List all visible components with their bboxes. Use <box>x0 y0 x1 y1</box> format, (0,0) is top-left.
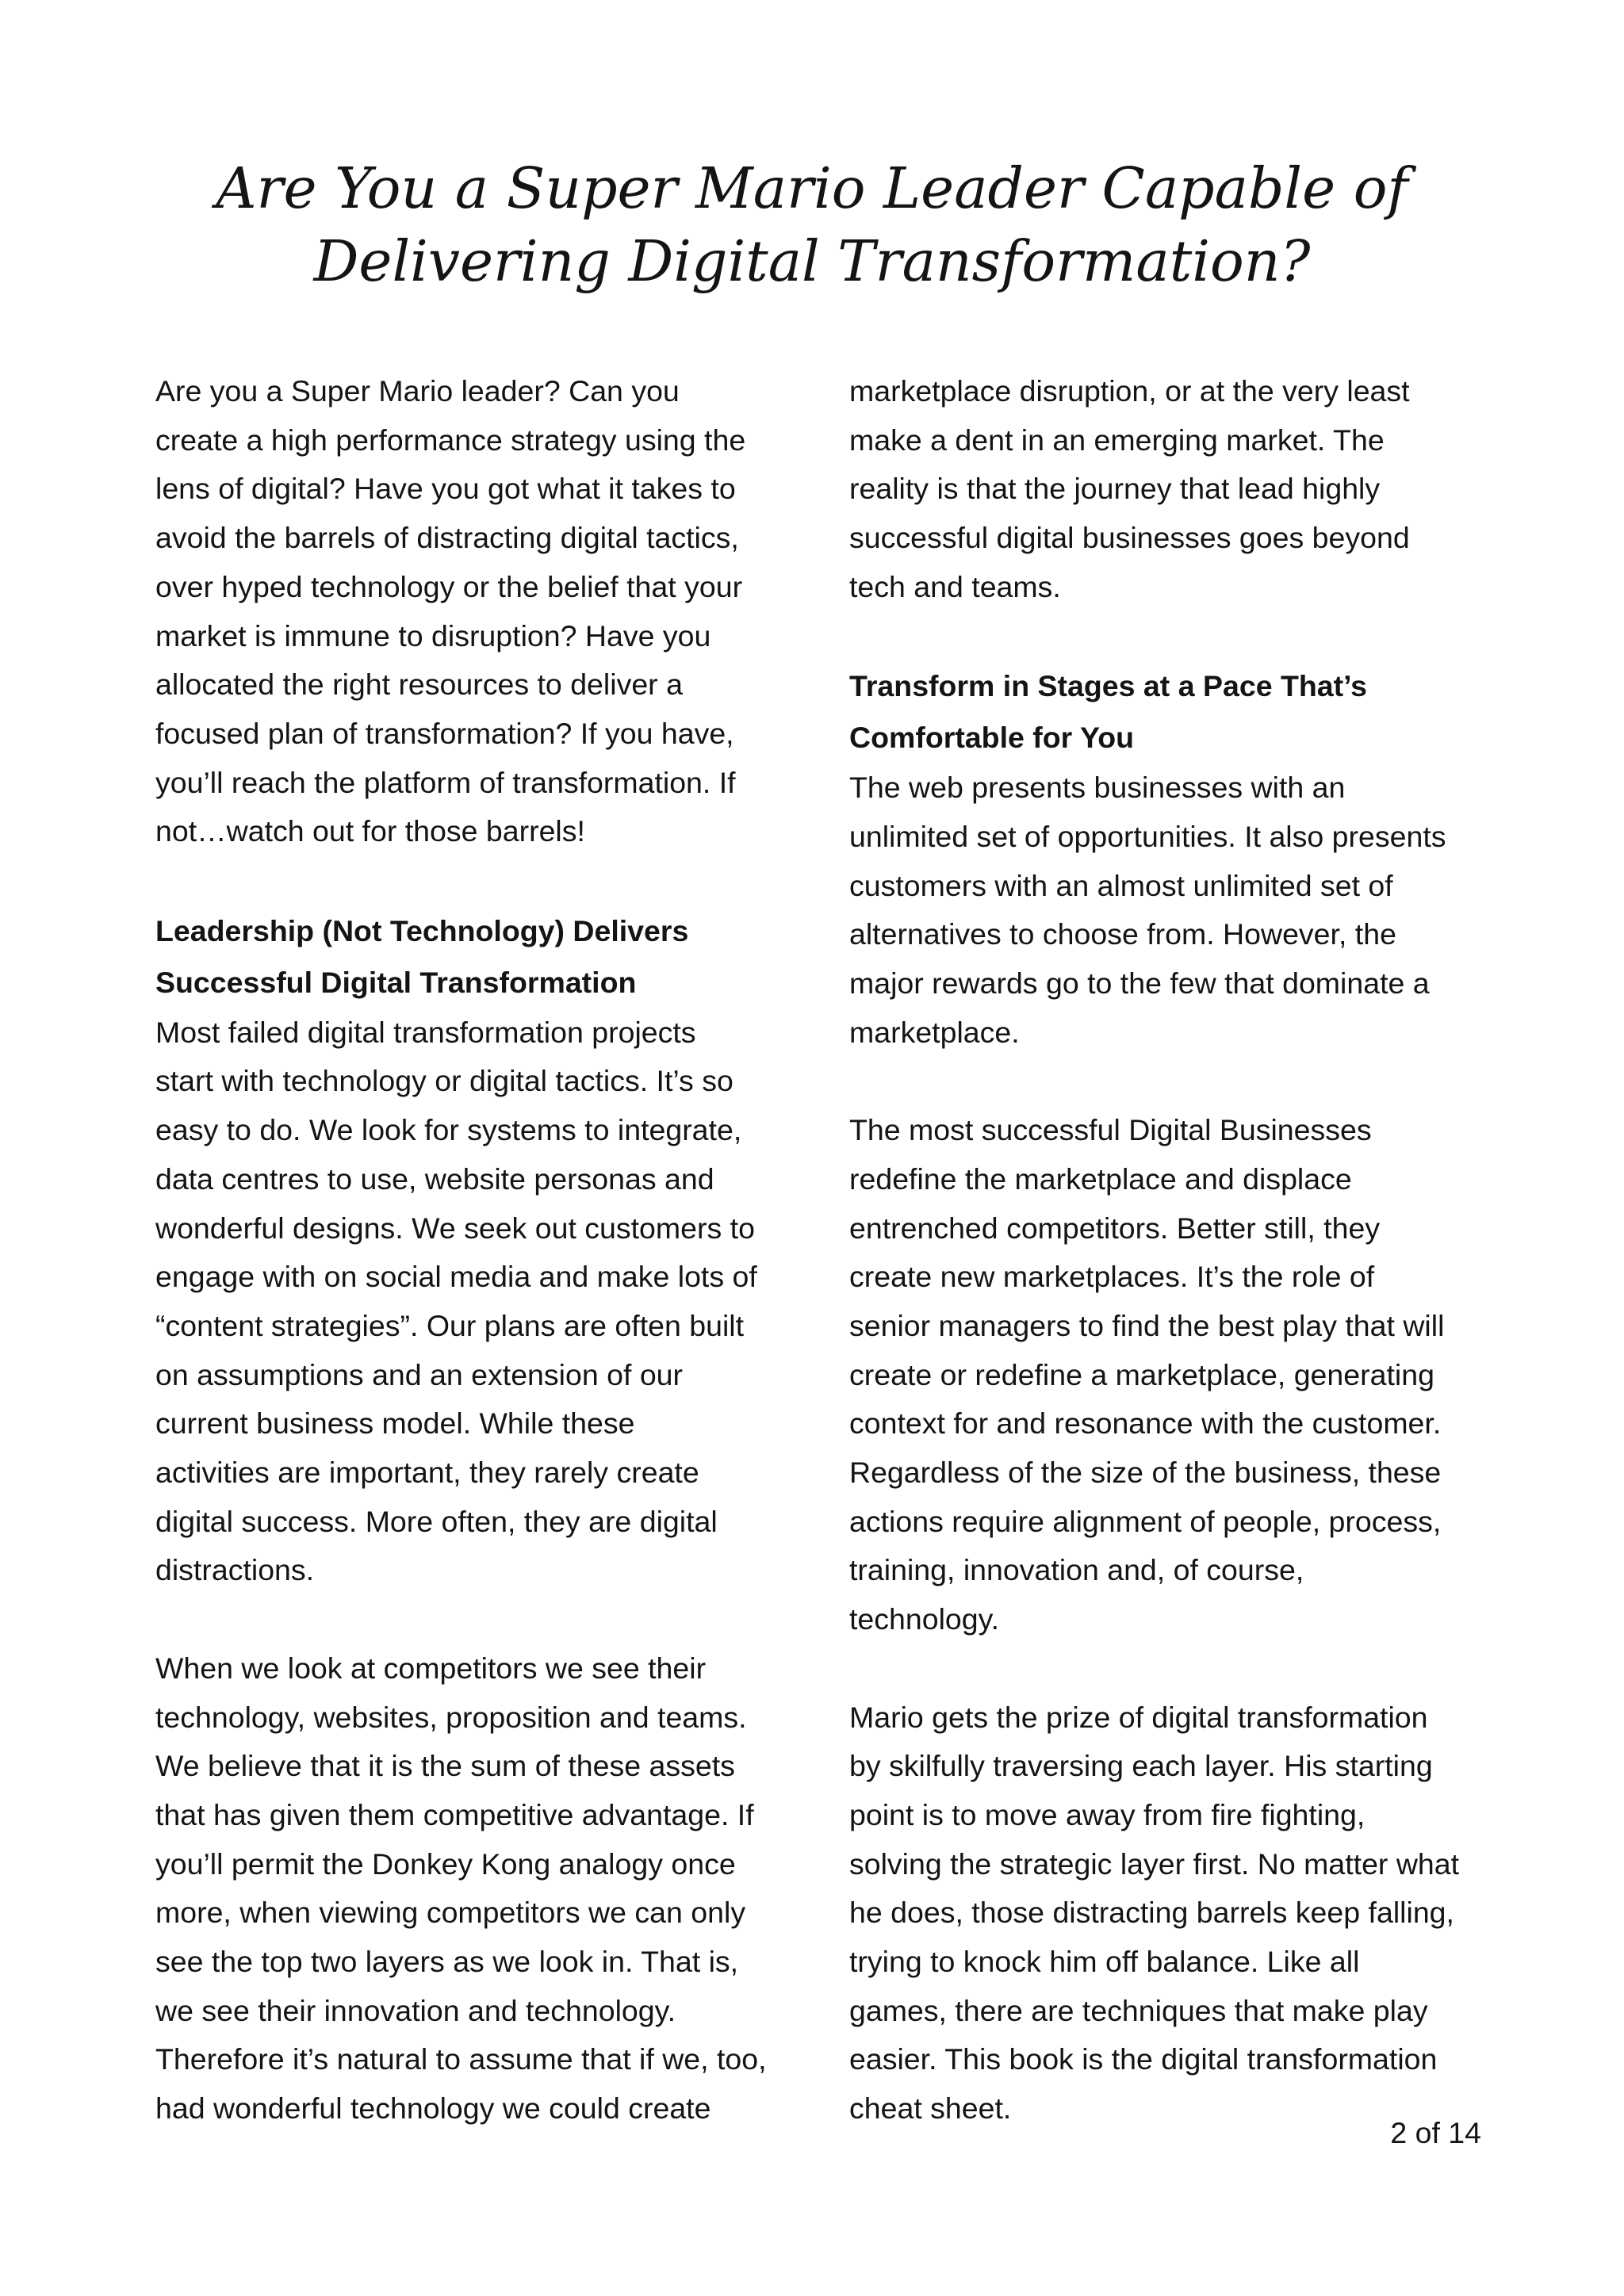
paragraph-spacer <box>849 1644 1500 1693</box>
text-line: marketplace disruption, or at the very least <box>849 374 1410 408</box>
text-line: reality is that the journey that lead highly <box>849 472 1381 506</box>
right-column <box>849 367 1500 2133</box>
text-line: trying to knock him off balance. Like all <box>849 1945 1360 1979</box>
text-line: context for and resonance with the customer. <box>849 1406 1442 1441</box>
text-line: easy to do. We look for systems to integrate, <box>155 1113 742 1147</box>
text-line: wonderful designs. We seek out customers to <box>155 1211 755 1245</box>
text-line: data centres to use, website personas and <box>155 1161 714 1196</box>
paragraph-successful-businesses <box>849 1106 1500 1644</box>
text-line: Transform in Stages at a Pace That’s <box>849 669 1368 703</box>
paragraph-spacer <box>155 1595 798 1644</box>
text-line: Are you a Super Mario leader? Can you <box>155 374 680 408</box>
text-line: technology. <box>849 1602 1000 1636</box>
text-line: activities are important, they rarely create <box>155 1456 699 1490</box>
text-line: easier. This book is the digital transformation <box>849 2042 1438 2076</box>
paragraph-spacer <box>849 1057 1500 1106</box>
text-line: avoid the barrels of distracting digital tactics, <box>155 521 739 555</box>
text-line: When we look at competitors we see their <box>155 1651 707 1685</box>
text-line: major rewards go to the few that dominate a <box>849 966 1430 1001</box>
text-line: lens of digital? Have you got what it takes to <box>155 472 736 506</box>
text-line: customers with an almost unlimited set of <box>849 868 1393 902</box>
text-line: current business model. While these <box>155 1406 635 1441</box>
text-line: you’ll permit the Donkey Kong analogy once <box>155 1846 736 1881</box>
text-line: marketplace. <box>849 1015 1020 1049</box>
paragraph-competitors <box>155 1644 798 2133</box>
text-line: not…watch out for those barrels! <box>155 814 585 848</box>
text-line: solving the strategic layer first. No matter what <box>849 1846 1460 1881</box>
text-line: by skilfully traversing each layer. His starting <box>849 1749 1433 1783</box>
text-line: point is to move away from fire fighting, <box>849 1797 1365 1831</box>
page-number: 2 of 14 <box>1390 2116 1481 2149</box>
text-line: We believe that it is the sum of these assets <box>155 1749 735 1783</box>
paragraph-spacer <box>849 612 1500 661</box>
paragraph-continuation <box>849 367 1500 612</box>
text-line: Regardless of the size of the business, these <box>849 1456 1442 1490</box>
page-title-line-2: Delivering Digital Transformation? <box>313 228 1311 294</box>
text-line: create a high performance strategy using the <box>155 423 746 457</box>
paragraph-spacer <box>155 856 798 905</box>
text-line: Therefore it’s natural to assume that if we, too, <box>155 2042 767 2076</box>
section-heading-transform <box>849 660 1500 763</box>
text-line: redefine the marketplace and displace <box>849 1161 1352 1196</box>
text-line: see the top two layers as we look in. That is, <box>155 1945 739 1979</box>
text-line: allocated the right resources to deliver a <box>155 668 683 702</box>
text-line: cheat sheet. <box>849 2091 1012 2126</box>
text-line: market is immune to disruption? Have you <box>155 618 711 652</box>
text-line: make a dent in an emerging market. The <box>849 423 1385 457</box>
text-line: Successful Digital Transformation <box>155 965 637 999</box>
text-line: Mario gets the prize of digital transformation <box>849 1700 1428 1734</box>
section-heading-leadership <box>155 905 798 1008</box>
paragraph-opportunities <box>849 763 1500 1057</box>
text-line: digital success. More often, they are digital <box>155 1504 718 1538</box>
text-line: create or redefine a marketplace, generating <box>849 1357 1434 1391</box>
text-line: games, there are techniques that make play <box>849 1993 1428 2027</box>
text-line: Leadership (Not Technology) Delivers <box>155 913 689 947</box>
text-line: focused plan of transformation? If you have, <box>155 716 734 750</box>
text-line: engage with on social media and make lots of <box>155 1260 757 1294</box>
text-line: unlimited set of opportunities. It also presents <box>849 819 1446 853</box>
text-line: Comfortable for You <box>849 721 1135 755</box>
text-line: he does, those distracting barrels keep falling, <box>849 1896 1454 1930</box>
text-line: technology, websites, proposition and teams. <box>155 1700 747 1734</box>
text-line: successful digital businesses goes beyond <box>849 521 1410 555</box>
text-line: had wonderful technology we could create <box>155 2091 711 2126</box>
text-line: we see their innovation and technology. <box>155 1993 676 2027</box>
text-line: actions require alignment of people, process, <box>849 1504 1442 1538</box>
left-column <box>155 367 798 2133</box>
text-line: training, innovation and, of course, <box>849 1553 1304 1587</box>
text-line: Most failed digital transformation projects <box>155 1015 696 1049</box>
page-title <box>111 152 1513 298</box>
text-line: The most successful Digital Businesses <box>849 1113 1372 1147</box>
paragraph-mario-prize <box>849 1693 1500 2133</box>
intro-paragraph <box>155 367 798 856</box>
text-line: The web presents businesses with an <box>849 771 1346 805</box>
text-line: that has given them competitive advantage. If <box>155 1797 754 1831</box>
text-line: start with technology or digital tactics. It’s so <box>155 1064 733 1098</box>
text-line: senior managers to find the best play that will <box>849 1308 1445 1342</box>
text-line: over hyped technology or the belief that your <box>155 569 743 603</box>
text-line: “content strategies”. Our plans are often built <box>155 1308 745 1342</box>
text-line: entrenched competitors. Better still, they <box>849 1211 1381 1245</box>
text-line: you’ll reach the platform of transformation. If <box>155 765 736 799</box>
text-line: more, when viewing competitors we can only <box>155 1896 746 1930</box>
text-line: create new marketplaces. It’s the role of <box>849 1260 1375 1294</box>
text-line: on assumptions and an extension of our <box>155 1357 684 1391</box>
text-line: distractions. <box>155 1553 315 1587</box>
text-line: alternatives to choose from. However, the <box>849 917 1396 951</box>
page-title-line-1: Are You a Super Mario Leader Capable of <box>216 155 1408 221</box>
text-line: tech and teams. <box>849 569 1061 603</box>
paragraph-failed-projects <box>155 1008 798 1595</box>
